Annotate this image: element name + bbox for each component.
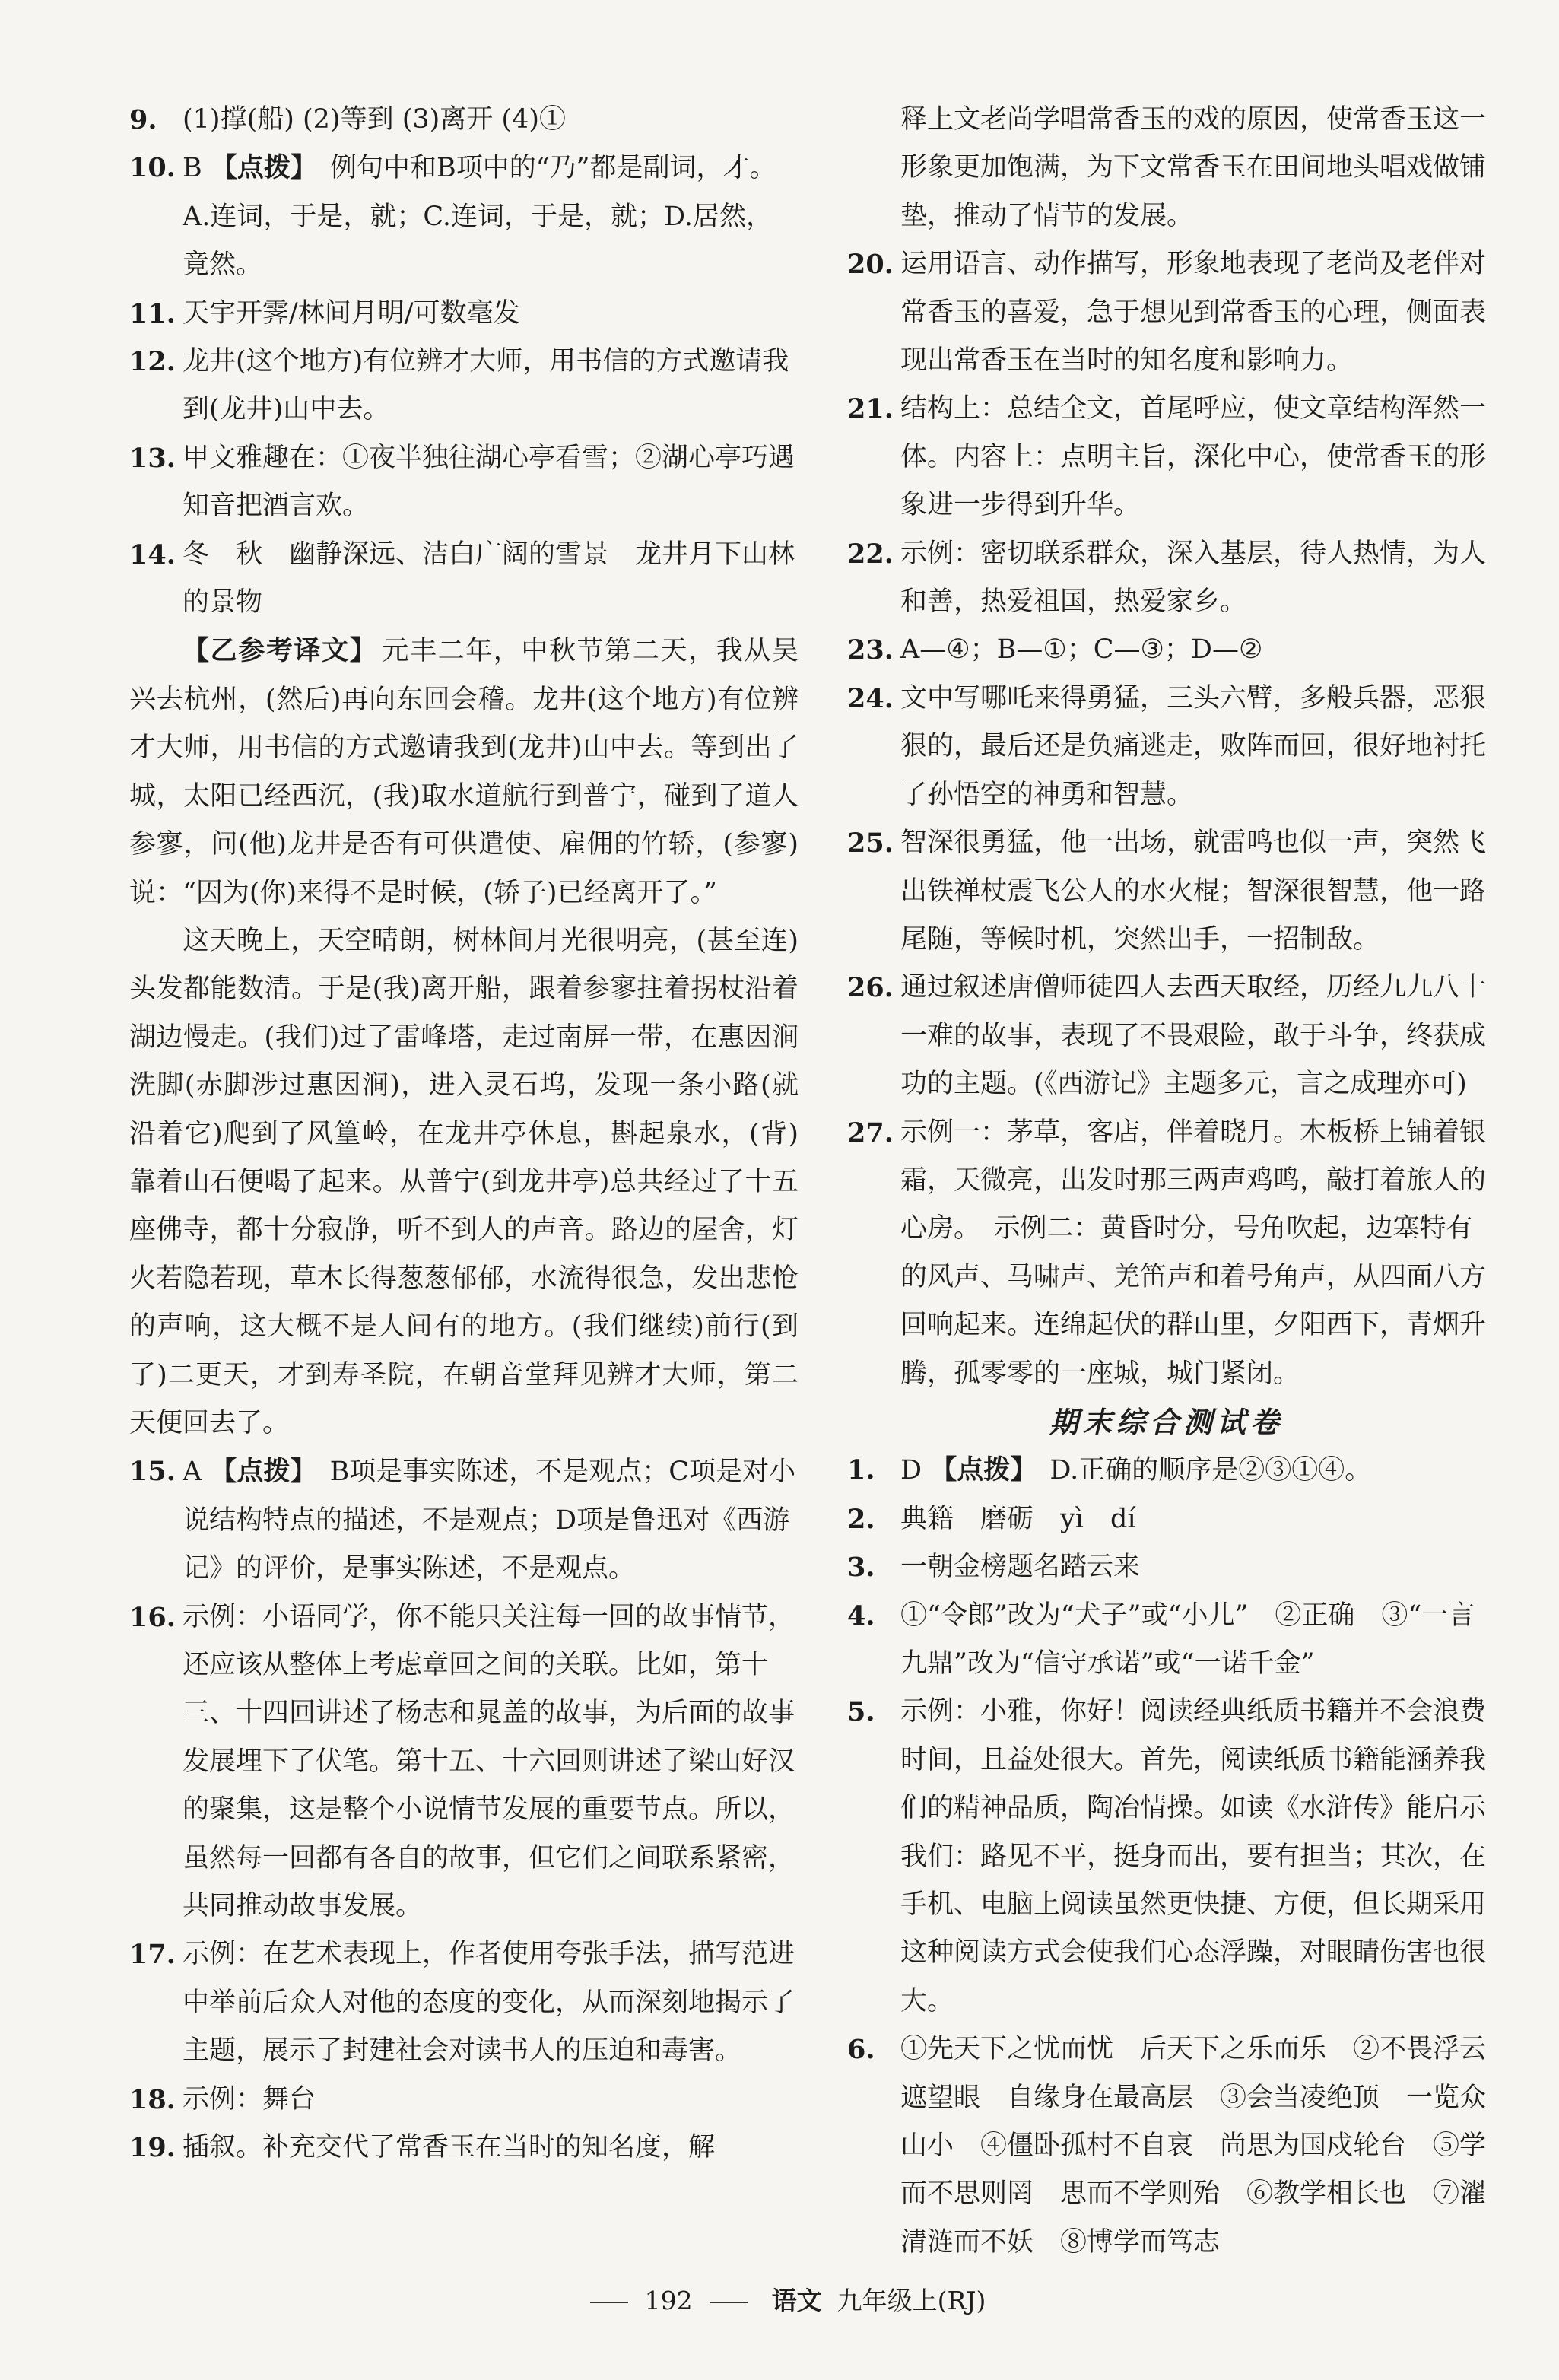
answer-text: 天宇开霁/林间月明/可数毫发 xyxy=(183,297,520,329)
question-number: 1. xyxy=(847,1454,875,1486)
final-q3 xyxy=(847,1543,1486,1591)
final-q1 xyxy=(847,1446,1486,1495)
answer-text: 龙井(这个地方)有位辨才大师，用书信的方式邀请我到(龙井)山中去。 xyxy=(183,346,789,425)
answer-text: ①“令郎”改为“犬子”或“小儿” ②正确 ③“一言九鼎”改为“信守承诺”或“一诺千金” xyxy=(900,1600,1475,1679)
answer-q10 xyxy=(129,144,799,289)
footer-dash-left xyxy=(590,2302,628,2303)
question-number: 20. xyxy=(847,249,894,281)
hint-tag: 【点拨】 xyxy=(930,1454,1037,1486)
section-title: 期末综合测试卷 xyxy=(1049,1404,1284,1439)
answer-text: A—④；B—①；C—③；D—② xyxy=(900,634,1263,666)
answer-text: 通过叙述唐僧师徒四人去西天取经，历经九九八十一难的故事，表现了不畏艰险，敢于斗争，终获成功的主题。(《西游记》主题多元，言之成理亦可) xyxy=(900,972,1487,1100)
question-number: 2. xyxy=(847,1503,875,1535)
question-number: 16. xyxy=(129,1601,176,1633)
answer-q26 xyxy=(847,964,1486,1108)
answer-text: 插叙。补充交代了常香玉在当时的知名度，解 xyxy=(183,2132,716,2163)
answer-text: 冬 秋 幽静深远、洁白广阔的雪景 龙井月下山林的景物 xyxy=(183,539,795,618)
answer-q14 xyxy=(129,531,799,628)
answer-q25 xyxy=(847,819,1486,964)
question-number: 14. xyxy=(129,539,176,570)
hint-tag: 【点拨】 xyxy=(210,1456,317,1488)
answer-q15 xyxy=(129,1447,799,1593)
answer-q13 xyxy=(129,434,799,531)
translation-text: 元丰二年，中秋节第二天，我从吴兴去杭州，(然后)再向东回会稽。龙井(这个地方)有位辨才大师，用书信的方式邀请我到(龙井)山中去。等到出了城，太阳已经西沉，(我)取水道航行到普宁，碰到了道人参寥，问(他)龙井是否有可供遣使、雇佣的竹轿，(参寥)说：“因为(你)来得不是时候，(轿子)已经离开了。” xyxy=(129,636,799,908)
answer-q17 xyxy=(129,1930,799,2075)
translation-paragraph-2: 这天晚上，天空晴朗，树林间月光很明亮，(甚至连)头发都能数清。于是(我)离开船，跟着参寥拄着拐杖沿着湖边慢走。(我们)过了雷峰塔，走过南屏一带，在惠因涧洗脚(赤脚涉过惠因涧)，进入灵石坞，发现一条小路(就沿着它)爬到了风篁岭，在龙井亭休息，斟起泉水，(背)靠着山石便喝了起来。从普宁(到龙井亭)总共经过了十五座佛寺，都十分寂静，听不到人的声音。路边的屋舍，灯火若隐若现，草木长得葱葱郁郁，水流得很急，发出悲怆的声响，这大概不是人间有的地方。(我们继续)前行(到了)二更天，才到寿圣院，在朝音堂拜见辨才大师，第二天便回去了。 xyxy=(129,925,799,1438)
question-number: 19. xyxy=(129,2132,176,2164)
question-number: 27. xyxy=(847,1117,894,1149)
answer-choice: D xyxy=(900,1455,922,1486)
answer-q19 xyxy=(129,2124,799,2172)
answer-text: ①先天下之忧而忧 后天下之乐而乐 ②不畏浮云遮望眼 自缘身在最高层 ③会当凌绝顶 一览众山小 ④僵卧孤村不自哀 尚思为国戍轮台 ⑤学而不思则罔 思而不学则殆 ⑥教学相长也 ⑦濯清涟而不妖 ⑧博学而笃志 xyxy=(900,2034,1487,2258)
final-q5 xyxy=(847,1688,1486,2026)
answer-text: 典籍 磨砺 yì dí xyxy=(900,1503,1136,1534)
answer-text: 结构上：总结全文，首尾呼应，使文章结构浑然一体。内容上：点明主旨，深化中心，使常香玉的形象进一步得到升华。 xyxy=(900,393,1487,521)
question-number: 24. xyxy=(847,682,894,714)
question-number: 12. xyxy=(129,346,176,378)
question-number: 15. xyxy=(129,1456,176,1488)
right-column xyxy=(847,96,1486,2267)
answer-q19-continued xyxy=(847,96,1486,240)
final-q2 xyxy=(847,1495,1486,1543)
answer-q11 xyxy=(129,290,799,338)
answer-q27 xyxy=(847,1109,1486,1398)
question-number: 9. xyxy=(129,104,157,135)
answer-text: 示例一：茅草，客店，伴着晓月。木板桥上铺着银霜，天微亮，出发时那三两声鸡鸣，敲打着旅人的心房。 示例二：黄昏时分，号角吹起，边塞特有的风声、马啸声、羌笛声和着号角声，从四面八方回响起来。连绵起伏的群山里，夕阳西下，青烟升腾，孤零零的一座城，城门紧闭。 xyxy=(900,1117,1487,1389)
question-number: 13. xyxy=(129,442,176,474)
question-number: 10. xyxy=(129,152,176,184)
answer-text: 文中写哪吒来得勇猛，三头六臂，多般兵器，恶狠狠的，最后还是负痛逃走，败阵而回，很好地衬托了孙悟空的神勇和智慧。 xyxy=(900,682,1487,810)
answer-q22 xyxy=(847,530,1486,627)
left-column xyxy=(129,96,799,2172)
answer-text: (1)撑(船) (2)等到 (3)离开 (4)① xyxy=(183,104,566,135)
answer-text: 智深很勇猛，他一出场，就雷鸣也似一声，突然飞出铁禅杖震飞公人的水火棍；智深很智慧，他一路尾随，等候时机，突然出手，一招制敌。 xyxy=(900,828,1487,955)
page-footer xyxy=(0,2282,1559,2320)
answer-text: D.正确的顺序是②③①④。 xyxy=(1049,1455,1372,1486)
question-number: 25. xyxy=(847,828,894,860)
answer-text: 示例：小语同学，你不能只关注每一回的故事情节，还应该从整体上考虑章回之间的关联。比如，第十三、十四回讲述了杨志和晁盖的故事，为后面的故事发展埋下了伏笔。第十五、十六回则讲述了梁山好汉的聚集，这是整个小说情节发展的重要节点。所以，虽然每一回都有各自的故事，但它们之间联系紧密，共同推动故事发展。 xyxy=(183,1601,795,1922)
answer-text: 示例：舞台 xyxy=(183,2083,316,2115)
final-q6 xyxy=(847,2026,1486,2267)
question-number: 17. xyxy=(129,1939,176,1971)
question-number: 5. xyxy=(847,1696,875,1728)
answer-q18 xyxy=(129,2076,799,2124)
question-number: 6. xyxy=(847,2034,875,2066)
question-number: 4. xyxy=(847,1600,875,1632)
translation-paragraph-1 xyxy=(129,627,799,917)
page-number: 192 xyxy=(644,2286,693,2315)
question-number: 21. xyxy=(847,393,894,425)
translation-tag: 【乙参考译文】 xyxy=(183,635,378,667)
answer-text: 例句中和B项中的“乃”都是副词，才。A.连词，于是，就；C.连词，于是，就；D.居然，竟然。 xyxy=(183,153,776,281)
question-number: 22. xyxy=(847,538,894,570)
answer-q9 xyxy=(129,96,799,144)
answer-text: 一朝金榜题名踏云来 xyxy=(900,1552,1141,1583)
answer-text: 释上文老尚学唱常香玉的戏的原因，使常香玉这一形象更加饱满，为下文常香玉在田间地头唱戏做铺垫，推动了情节的发展。 xyxy=(900,104,1487,231)
question-number: 23. xyxy=(847,634,894,666)
answer-q23 xyxy=(847,626,1486,674)
hint-tag: 【点拨】 xyxy=(210,152,317,184)
answer-q20 xyxy=(847,240,1486,385)
answer-text: 运用语言、动作描写，形象地表现了老尚及老伴对常香玉的喜爱，急于想见到常香玉的心理，侧面表现出常香玉在当时的知名度和影响力。 xyxy=(900,249,1487,377)
footer-dash-right xyxy=(710,2302,748,2303)
question-number: 3. xyxy=(847,1552,875,1584)
answer-text: 示例：在艺术表现上，作者使用夸张手法，描写范进中举前后众人对他的态度的变化，从而深刻地揭示了主题，展示了封建社会对读书人的压迫和毒害。 xyxy=(183,1939,795,2067)
answer-q12 xyxy=(129,338,799,434)
answer-choice: B xyxy=(183,153,202,184)
answer-q16 xyxy=(129,1594,799,1931)
answer-text: 示例：密切联系群众，深入基层，待人热情，为人和善，热爱祖国，热爱家乡。 xyxy=(900,538,1487,618)
answer-q24 xyxy=(847,675,1486,819)
final-q4 xyxy=(847,1592,1486,1689)
answer-text: 示例：小雅，你好！阅读经典纸质书籍并不会浪费时间，且益处很大。首先，阅读纸质书籍能涵养我们的精神品质，陶冶情操。如读《水浒传》能启示我们：路见不平，挺身而出，要有担当；其次，在手机、电脑上阅读虽然更快捷、方便，但长期采用这种阅读方式会使我们心态浮躁，对眼睛伤害也很大。 xyxy=(900,1696,1487,2016)
question-number: 11. xyxy=(129,297,176,329)
question-number: 26. xyxy=(847,972,894,1004)
answer-q21 xyxy=(847,385,1486,529)
question-number: 18. xyxy=(129,2083,176,2115)
answer-text: 甲文雅趣在：①夜半独往湖心亭看雪；②湖心亭巧遇知音把酒言欢。 xyxy=(183,442,795,522)
answer-text: B项是事实陈述，不是观点；C项是对小说结构特点的描述，不是观点；D项是鲁迅对《西游记》的评价，是事实陈述，不是观点。 xyxy=(183,1457,796,1584)
footer-subject: 语文 xyxy=(771,2286,822,2315)
footer-grade: 九年级上(RJ) xyxy=(837,2286,986,2315)
answer-choice: A xyxy=(183,1457,202,1488)
